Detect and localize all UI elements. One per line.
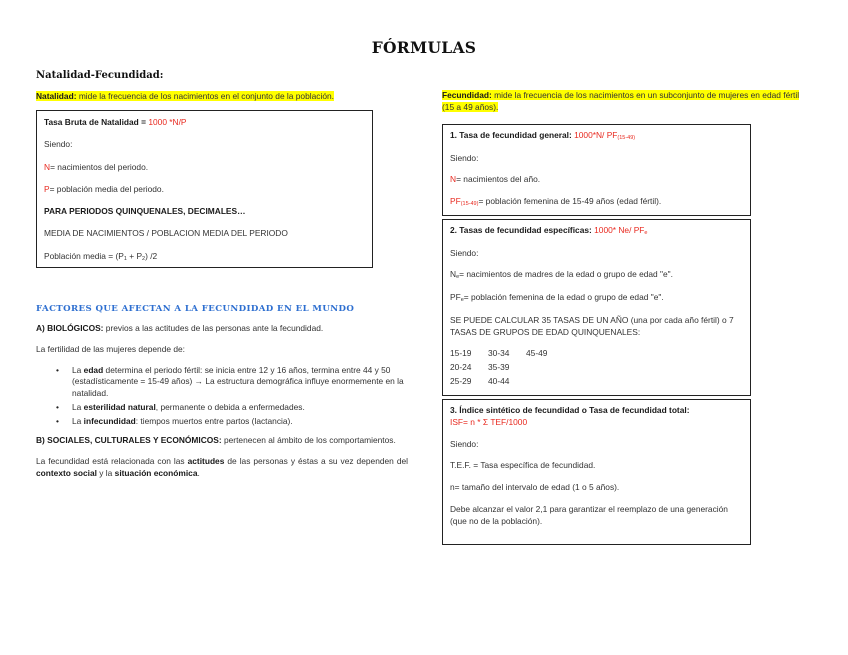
biologicos-text: previos a las actitudes de las personas ante la fecundidad. — [103, 323, 324, 334]
tbn-quinquenal: PARA PERIODOS QUINQUENALES, DECIMALES… — [44, 206, 246, 217]
list-item: • La edad determina el periodo fértil: se inicia entre 12 y 16 años, termina entre 44 y 50 (estadísticamente = 15-49 años) → La estructura demográfica influye enormemente en la natalidad. — [72, 365, 408, 400]
age-groups-grid — [450, 348, 743, 387]
age-group: 20-24 — [450, 362, 472, 373]
age-group — [526, 376, 564, 388]
list-item: • La infecundidad: tiempos muertos entre partos (lactancia). — [72, 416, 408, 428]
age-group: 35-39 — [488, 362, 510, 373]
isf-n-text: n= tamaño del intervalo de edad (1 o 5 años). — [450, 482, 620, 493]
tgf-n-symbol: N — [450, 174, 457, 185]
page-title: FÓRMULAS — [371, 38, 477, 57]
age-group: 30-34 — [488, 348, 510, 359]
tfe-pfe-line: $PF_e=$ población femenina de la edad o grupo de edad "e". — [450, 292, 664, 304]
tbn-poblacion-media: Población media = $(P_1 + P_2)$ /2 — [44, 250, 158, 262]
fecundidad-definition — [442, 90, 802, 114]
indice-sintetico-fecundidad-box — [442, 399, 751, 545]
age-group: 45-49 — [526, 348, 548, 359]
tasa-fecundidad-general-box — [442, 124, 751, 216]
fecundidad-text: mide la frecuencia de los nacimientos en un subconjunto de mujeres en edad fértil (15 a 49 años). — [442, 90, 800, 112]
fecundidad-term: Fecundidad: — [442, 90, 492, 100]
tbn-formula: 1000 *N/P — [148, 117, 187, 127]
tgf-pf-symbol: $PF_{(15-49)}$ — [450, 196, 479, 208]
age-group: 25-29 — [450, 375, 472, 386]
isf-note: Debe alcanzar el valor 2,1 para garantizar el reemplazo de una generación (que no de la población). — [450, 503, 728, 526]
tbn-n-symbol: N — [44, 161, 51, 172]
fertility-factors-list — [72, 365, 408, 428]
tgf-formula: 1000*N/ $PF_{(15-49)}$ — [574, 130, 636, 141]
fertility-intro: La fertilidad de las mujeres depende de: — [36, 343, 185, 354]
tfe-formula: 1000* Ne/ $PF_e$ — [594, 225, 648, 236]
tgf-title: 1. Tasa de fecundidad general: — [450, 130, 575, 140]
tasas-fecundidad-especificas-box — [442, 219, 751, 396]
closing-paragraph: La fecundidad está relacionada con las actitudes de las personas y éstas a su vez dependen del contexto social y la situación económica. — [36, 456, 408, 478]
list-item: • La esterilidad natural, permanente o debida a enfermedades. — [72, 402, 408, 414]
tgf-pf-text: = población femenina de 15-49 años (edad fértil). — [478, 196, 662, 207]
sociales-label: B) SOCIALES, CULTURALES Y ECONÓMICOS: — [36, 435, 222, 446]
natalidad-definition — [36, 91, 396, 103]
age-group — [526, 362, 564, 374]
tfe-siendo: Siendo: — [450, 247, 479, 258]
section-heading: Natalidad-Fecundidad: — [36, 70, 164, 81]
age-group: 40-44 — [488, 375, 510, 386]
isf-formula: ISF= n * Σ TEF/1000 — [450, 416, 528, 427]
tbn-p-symbol: P — [44, 183, 50, 194]
natalidad-text: mide la frecuencia de los nacimientos en el conjunto de la población. — [76, 91, 334, 101]
natalidad-term: Natalidad: — [36, 91, 77, 101]
isf-siendo: Siendo: — [450, 438, 479, 449]
tbn-formula-text: MEDIA DE NACIMIENTOS / POBLACION MEDIA DEL PERIODO — [44, 228, 288, 239]
tfe-calc-note: SE PUEDE CALCULAR 35 TASAS DE UN AÑO (una por cada año fértil) o 7 TASAS DE GRUPOS DE EDAD QUINQUENALES: — [450, 314, 734, 337]
tbn-n-text: = nacimientos del periodo. — [50, 161, 149, 172]
tgf-siendo: Siendo: — [450, 152, 479, 163]
tgf-n-text: = nacimientos del año. — [456, 174, 541, 185]
tfe-title: 2. Tasas de fecundidad específicas: — [450, 225, 595, 235]
isf-tef-text: T.E.F. = Tasa específica de fecundidad. — [450, 460, 596, 471]
tbn-title: Tasa Bruta de Natalidad = — [44, 117, 149, 127]
tasa-bruta-natalidad-box — [36, 110, 373, 268]
biologicos-label: A) BIOLÓGICOS: — [36, 323, 104, 334]
tfe-ne-line: $N_e=$ nacimientos de madres de la edad o grupo de edad "e". — [450, 269, 673, 281]
tbn-siendo: Siendo: — [44, 139, 73, 150]
age-group: 15-19 — [450, 348, 472, 359]
sociales-text: pertenecen al ámbito de los comportamientos. — [221, 435, 396, 446]
factors-title: FACTORES QUE AFECTAN A LA FECUNDIDAD EN EL MUNDO — [36, 304, 355, 314]
isf-title: 3. Índice sintético de fecundidad o Tasa de fecundidad total: — [450, 405, 690, 415]
tbn-p-text: = población media del periodo. — [49, 183, 164, 194]
factors-section — [36, 303, 408, 489]
